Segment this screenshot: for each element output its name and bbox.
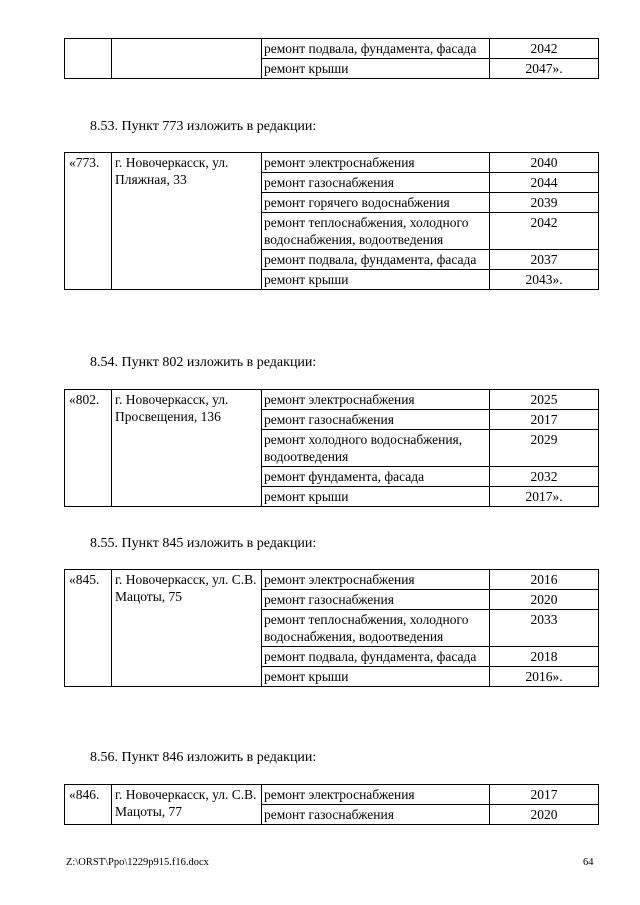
repair-table-846 (64, 784, 599, 825)
table-row (65, 39, 599, 59)
year-cell: 2017 (490, 410, 599, 430)
table-row (65, 153, 599, 173)
year-cell: 2017». (490, 487, 599, 507)
year-cell: 2037 (490, 250, 599, 270)
item-number-cell: «802. (65, 390, 112, 507)
address-cell: г. Новочеркасск, ул. С.В. Мацоты, 75 (112, 570, 262, 687)
item-number-cell: «773. (65, 153, 112, 290)
work-cell: ремонт холодного водоснабжения, водоотведения (262, 430, 490, 467)
work-cell: ремонт электроснабжения (262, 390, 490, 410)
year-cell: 2020 (490, 590, 599, 610)
work-cell: ремонт электроснабжения (262, 153, 490, 173)
work-cell: ремонт газоснабжения (262, 410, 490, 430)
paragraph-8-54: 8.54. Пункт 802 изложить в редакции: (90, 355, 317, 370)
year-cell: 2039 (490, 193, 599, 213)
year-cell: 2047». (490, 59, 599, 79)
paragraph-8-53: 8.53. Пункт 773 изложить в редакции: (90, 119, 317, 134)
year-cell: 2018 (490, 647, 599, 667)
item-number-cell: «845. (65, 570, 112, 687)
paragraph-8-55: 8.55. Пункт 845 изложить в редакции: (90, 536, 317, 551)
year-cell: 2016 (490, 570, 599, 590)
address-cell (112, 39, 262, 79)
year-cell: 2029 (490, 430, 599, 467)
year-cell: 2040 (490, 153, 599, 173)
address-cell: г. Новочеркасск, ул. Просвещения, 136 (112, 390, 262, 507)
address-cell: г. Новочеркасск, ул. Пляжная, 33 (112, 153, 262, 290)
work-cell: ремонт фундамента, фасада (262, 467, 490, 487)
item-number-cell: «846. (65, 785, 112, 825)
year-cell: 2032 (490, 467, 599, 487)
year-cell: 2033 (490, 610, 599, 647)
repair-table-845 (64, 569, 599, 687)
work-cell: ремонт электроснабжения (262, 785, 490, 805)
table-row (65, 785, 599, 805)
page-number: 64 (583, 857, 594, 868)
year-cell: 2016». (490, 667, 599, 687)
work-cell: ремонт крыши (262, 487, 490, 507)
year-cell: 2042 (490, 213, 599, 250)
footer-file-path: Z:\ORST\Ppo\1229p915.f16.docx (66, 857, 209, 868)
work-cell: ремонт подвала, фундамента, фасада (262, 39, 490, 59)
work-cell: ремонт подвала, фундамента, фасада (262, 250, 490, 270)
work-cell: ремонт газоснабжения (262, 173, 490, 193)
year-cell: 2042 (490, 39, 599, 59)
work-cell: ремонт крыши (262, 59, 490, 79)
address-cell: г. Новочеркасск, ул. С.В. Мацоты, 77 (112, 785, 262, 825)
year-cell: 2025 (490, 390, 599, 410)
year-cell: 2044 (490, 173, 599, 193)
repair-table-802 (64, 389, 599, 507)
work-cell: ремонт крыши (262, 270, 490, 290)
work-cell: ремонт газоснабжения (262, 590, 490, 610)
table-row (65, 390, 599, 410)
year-cell: 2020 (490, 805, 599, 825)
work-cell: ремонт крыши (262, 667, 490, 687)
repair-table-773 (64, 152, 599, 290)
paragraph-8-56: 8.56. Пункт 846 изложить в редакции: (90, 750, 317, 765)
repair-table-continuation (64, 38, 599, 79)
item-number-cell (65, 39, 112, 79)
year-cell: 2043». (490, 270, 599, 290)
table-row (65, 570, 599, 590)
work-cell: ремонт горячего водоснабжения (262, 193, 490, 213)
year-cell: 2017 (490, 785, 599, 805)
work-cell: ремонт теплоснабжения, холодного водоснабжения, водоотведения (262, 610, 490, 647)
work-cell: ремонт подвала, фундамента, фасада (262, 647, 490, 667)
work-cell: ремонт газоснабжения (262, 805, 490, 825)
work-cell: ремонт теплоснабжения, холодного водоснабжения, водоотведения (262, 213, 490, 250)
work-cell: ремонт электроснабжения (262, 570, 490, 590)
